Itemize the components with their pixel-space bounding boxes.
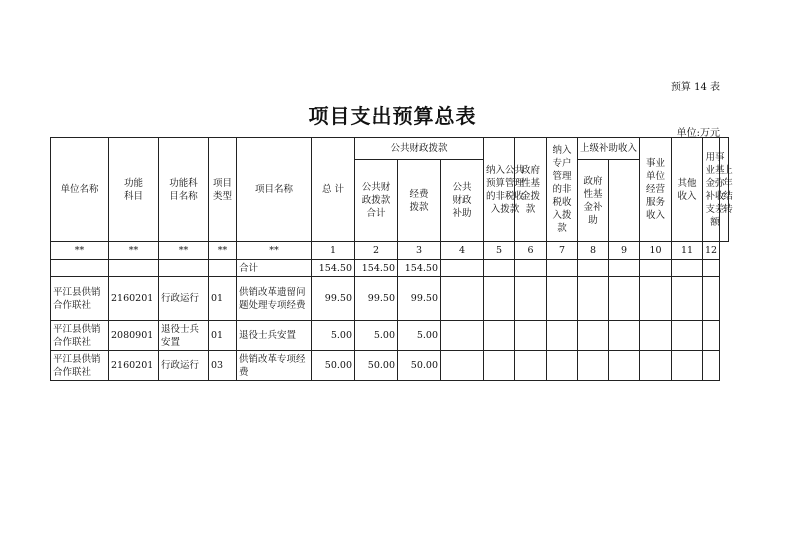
cell-public-fiscal: 5.00: [355, 321, 398, 351]
index-cell: **: [51, 242, 109, 260]
total-row: [51, 260, 729, 277]
cell-total: 5.00: [312, 321, 355, 351]
index-row: [51, 242, 729, 260]
cell-project-name: 退役士兵安置: [237, 321, 312, 351]
cell-funding: 5.00: [398, 321, 441, 351]
cell-funding: 50.00: [398, 351, 441, 381]
header-business-income: 事业单位经营服务收入: [640, 138, 672, 242]
index-cell: 5: [484, 242, 515, 260]
table-row: [51, 321, 729, 351]
index-cell: 6: [515, 242, 547, 260]
cell-project-name: 供销改革遗留问题处理专项经费: [237, 277, 312, 321]
index-cell: 8: [578, 242, 609, 260]
index-cell: 2: [355, 242, 398, 260]
header-row-1: [51, 138, 729, 160]
table-row: [51, 277, 729, 321]
cell-unit-name: 平江县供销合作联社: [51, 351, 109, 381]
total-label: 合计: [237, 260, 312, 277]
cell-project-type: 03: [209, 351, 237, 381]
header-carry-over: 上年结转: [720, 138, 729, 242]
index-cell: 7: [547, 242, 578, 260]
cell-func-name: 行政运行: [159, 351, 209, 381]
header-superior-subsidy: 上级补助收入: [578, 138, 640, 160]
index-cell: 10: [640, 242, 672, 260]
cell-func-code: 2160201: [109, 277, 159, 321]
header-func-code: 功能科目: [109, 138, 159, 242]
index-cell: **: [209, 242, 237, 260]
cell-func-name: 行政运行: [159, 277, 209, 321]
table-row: [51, 351, 729, 381]
cell-unit-name: 平江县供销合作联社: [51, 277, 109, 321]
cell-func-code: 2160201: [109, 351, 159, 381]
total-public-fiscal: 154.50: [355, 260, 398, 277]
header-public-fiscal: 公共财政拨款: [355, 138, 484, 160]
header-unit-name: 单位名称: [51, 138, 109, 242]
header-other-income: 其他收入: [672, 138, 703, 242]
header-project-name: 项目名称: [237, 138, 312, 242]
total-funding: 154.50: [398, 260, 441, 277]
header-gov-fund: 政府性基金拨款: [515, 138, 547, 242]
cell-project-type: 01: [209, 277, 237, 321]
header-public-fiscal-subsidy: 公共财政补助: [441, 160, 484, 242]
cell-unit-name: 平江县供销合作联社: [51, 321, 109, 351]
page-title: 项目支出预算总表: [308, 104, 477, 128]
cell-project-type: 01: [209, 321, 237, 351]
unit-label: 单位:万元: [676, 128, 720, 139]
budget-table: [50, 137, 733, 381]
index-cell: 1: [312, 242, 355, 260]
header-public-fiscal-total: 公共财政拨款合计: [355, 160, 398, 242]
header-special-account: 纳入专户管理的非税收入拨款: [547, 138, 578, 242]
header-total: 总 计: [312, 138, 355, 242]
cell-public-fiscal: 99.50: [355, 277, 398, 321]
header-gov-fund-subsidy: 政府性基金补助: [578, 160, 609, 242]
cell-funding: 99.50: [398, 277, 441, 321]
header-included-budget: 纳入公共预算管理的非税收入拨款: [484, 138, 515, 242]
form-number: 预算 14 表: [670, 82, 720, 93]
cell-total: 50.00: [312, 351, 355, 381]
index-cell: **: [237, 242, 312, 260]
index-cell: **: [159, 242, 209, 260]
header-project-type: 项目类型: [209, 138, 237, 242]
index-cell: 11: [672, 242, 703, 260]
header-funding: 经费拨款: [398, 160, 441, 242]
total-cell: 154.50: [312, 260, 355, 277]
cell-project-name: 供销改革专项经费: [237, 351, 312, 381]
header-func-name: 功能科目名称: [159, 138, 209, 242]
index-cell: 3: [398, 242, 441, 260]
cell-total: 99.50: [312, 277, 355, 321]
index-cell: 9: [609, 242, 640, 260]
cell-func-code: 2080901: [109, 321, 159, 351]
header-fund-balance: 用事业基金弥补收支差额: [703, 138, 720, 242]
index-cell: 4: [441, 242, 484, 260]
index-cell: **: [109, 242, 159, 260]
cell-public-fiscal: 50.00: [355, 351, 398, 381]
index-cell: 12: [703, 242, 720, 260]
cell-func-name: 退役士兵安置: [159, 321, 209, 351]
